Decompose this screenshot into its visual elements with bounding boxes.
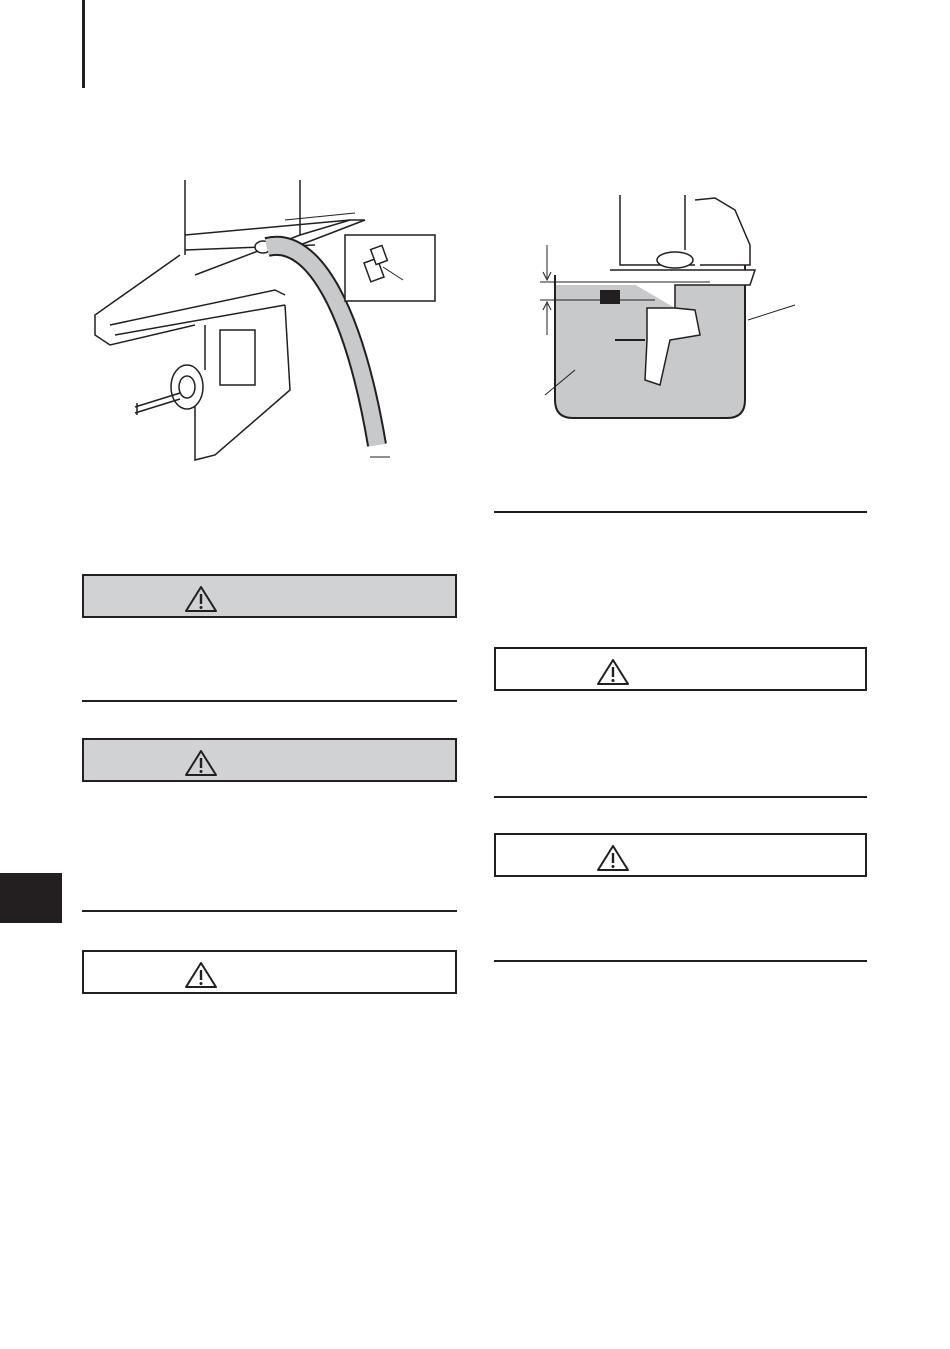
adapter-inset-box — [345, 235, 435, 301]
bracket-arm — [695, 198, 750, 265]
prop-hub — [171, 365, 203, 409]
section-tab — [0, 873, 62, 923]
caution-box-3 — [494, 833, 867, 877]
warning-triangle-icon — [184, 584, 218, 614]
warning-box-2 — [82, 738, 457, 782]
leader-line — [285, 213, 355, 220]
rule-right-1 — [494, 511, 867, 513]
warning-triangle-icon — [184, 748, 218, 778]
rule-right-2 — [494, 796, 867, 798]
flushing-hose-illustration — [85, 175, 445, 470]
gearcase-label-area — [220, 330, 255, 385]
caution-box-1 — [82, 950, 457, 994]
rule-right-3 — [494, 960, 867, 962]
tank-leader-line — [748, 305, 795, 320]
clamp-bracket — [657, 252, 693, 268]
cavitation-plate — [110, 290, 285, 335]
warning-triangle-icon — [596, 657, 630, 687]
warning-triangle-icon — [184, 960, 218, 990]
rule-left-2 — [82, 910, 457, 912]
test-tank-illustration — [535, 190, 835, 430]
water-intake-mark — [600, 290, 620, 304]
warning-box-1 — [82, 574, 457, 618]
caution-box-2 — [494, 647, 867, 691]
warning-triangle-icon — [596, 843, 630, 873]
header-rule — [82, 0, 85, 88]
rule-left-1 — [82, 700, 457, 702]
